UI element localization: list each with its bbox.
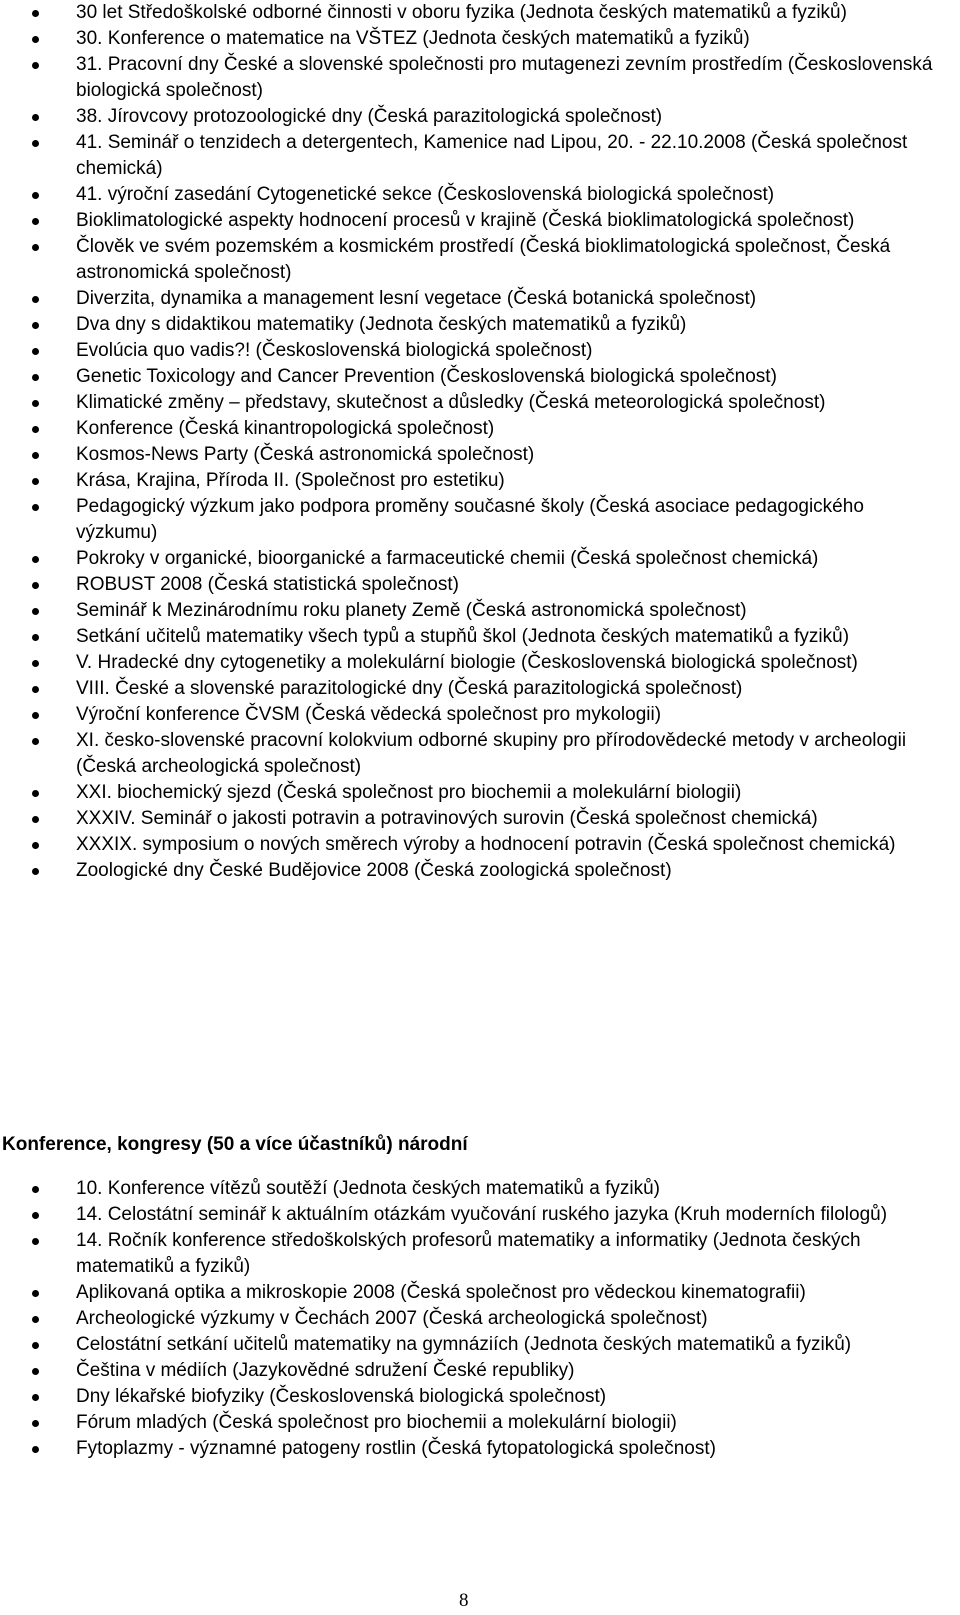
- section-heading: Konference, kongresy (50 a více účastníků) národní: [2, 1134, 468, 1155]
- list-item: Aplikovaná optika a mikroskopie 2008 (Česká společnost pro vědeckou kinematografii): [0, 1280, 945, 1306]
- list-item: V. Hradecké dny cytogenetiky a molekulární biologie (Československá biologická společnost): [0, 650, 945, 676]
- list-item: Dny lékařské biofyziky (Československá biologická společnost): [0, 1384, 945, 1410]
- list-item: Setkání učitelů matematiky všech typů a stupňů škol (Jednota českých matematiků a fyziků): [0, 624, 945, 650]
- page-number: 8: [459, 1590, 469, 1611]
- list-item: Archeologické výzkumy v Čechách 2007 (Česká archeologická společnost): [0, 1306, 945, 1332]
- list-item: 14. Ročník konference středoškolských profesorů matematiky a informatiky (Jednota českých matematiků a fyziků): [0, 1228, 945, 1280]
- list-item: Genetic Toxicology and Cancer Prevention (Československá biologická společnost): [0, 364, 945, 390]
- list-item: XI. česko-slovenské pracovní kolokvium odborné skupiny pro přírodovědecké metody v archeologii (Česká archeologická společnost): [0, 728, 945, 780]
- list-item: Klimatické změny – představy, skutečnost a důsledky (Česká meteorologická společnost): [0, 390, 945, 416]
- list-item: XXI. biochemický sjezd (Česká společnost pro biochemii a molekulární biologii): [0, 780, 945, 806]
- list-item: Pedagogický výzkum jako podpora proměny současné školy (Česká asociace pedagogického výzkumu): [0, 494, 945, 546]
- list-item: Celostátní setkání učitelů matematiky na gymnáziích (Jednota českých matematiků a fyziků): [0, 1332, 945, 1358]
- list-item: Dva dny s didaktikou matematiky (Jednota českých matematiků a fyziků): [0, 312, 945, 338]
- list-item: Fytoplazmy - významné patogeny rostlin (Česká fytopatologická společnost): [0, 1436, 945, 1462]
- list-item: Čeština v médiích (Jazykovědné sdružení České republiky): [0, 1358, 945, 1384]
- list-item: 31. Pracovní dny České a slovenské společnosti pro mutagenezi zevním prostředím (Československá biologická společnost): [0, 52, 945, 104]
- list-item: 38. Jírovcovy protozoologické dny (Česká parazitologická společnost): [0, 104, 945, 130]
- list-item: Konference (Česká kinantropologická společnost): [0, 416, 945, 442]
- list-item: 41. výroční zasedání Cytogenetické sekce (Československá biologická společnost): [0, 182, 945, 208]
- list-item: Evolúcia quo vadis?! (Československá biologická společnost): [0, 338, 945, 364]
- list-item: Člověk ve svém pozemském a kosmickém prostředí (Česká bioklimatologická společnost, Česká astronomická společnost): [0, 234, 945, 286]
- list-item: 41. Seminář o tenzidech a detergentech, Kamenice nad Lipou, 20. - 22.10.2008 (Česká společnost chemická): [0, 130, 945, 182]
- list-item: Fórum mladých (Česká společnost pro biochemii a molekulární biologii): [0, 1410, 945, 1436]
- list-item: Pokroky v organické, bioorganické a farmaceutické chemii (Česká společnost chemická): [0, 546, 945, 572]
- list-item: Výroční konference ČVSM (Česká vědecká společnost pro mykologii): [0, 702, 945, 728]
- list-item: 10. Konference vítězů soutěží (Jednota českých matematiků a fyziků): [0, 1176, 945, 1202]
- list-item: Bioklimatologické aspekty hodnocení procesů v krajině (Česká bioklimatologická společnost): [0, 208, 945, 234]
- list-item: 30 let Středoškolské odborné činnosti v oboru fyzika (Jednota českých matematiků a fyziků): [0, 0, 945, 26]
- conference-list-national: [0, 1176, 945, 1462]
- list-item: XXXIV. Seminář o jakosti potravin a potravinových surovin (Česká společnost chemická): [0, 806, 945, 832]
- list-item: XXXIX. symposium o nových směrech výroby a hodnocení potravin (Česká společnost chemická): [0, 832, 945, 858]
- list-item: Diverzita, dynamika a management lesní vegetace (Česká botanická společnost): [0, 286, 945, 312]
- list-item: VIII. České a slovenské parazitologické dny (Česká parazitologická společnost): [0, 676, 945, 702]
- list-item: 30. Konference o matematice na VŠTEZ (Jednota českých matematiků a fyziků): [0, 26, 945, 52]
- list-item: Kosmos-News Party (Česká astronomická společnost): [0, 442, 945, 468]
- list-item: 14. Celostátní seminář k aktuálním otázkám vyučování ruského jazyka (Kruh moderních filologů): [0, 1202, 945, 1228]
- list-item: Krása, Krajina, Příroda II. (Společnost pro estetiku): [0, 468, 945, 494]
- list-item: Zoologické dny České Budějovice 2008 (Česká zoologická společnost): [0, 858, 945, 884]
- list-item: ROBUST 2008 (Česká statistická společnost): [0, 572, 945, 598]
- list-item: Seminář k Mezinárodnímu roku planety Země (Česká astronomická společnost): [0, 598, 945, 624]
